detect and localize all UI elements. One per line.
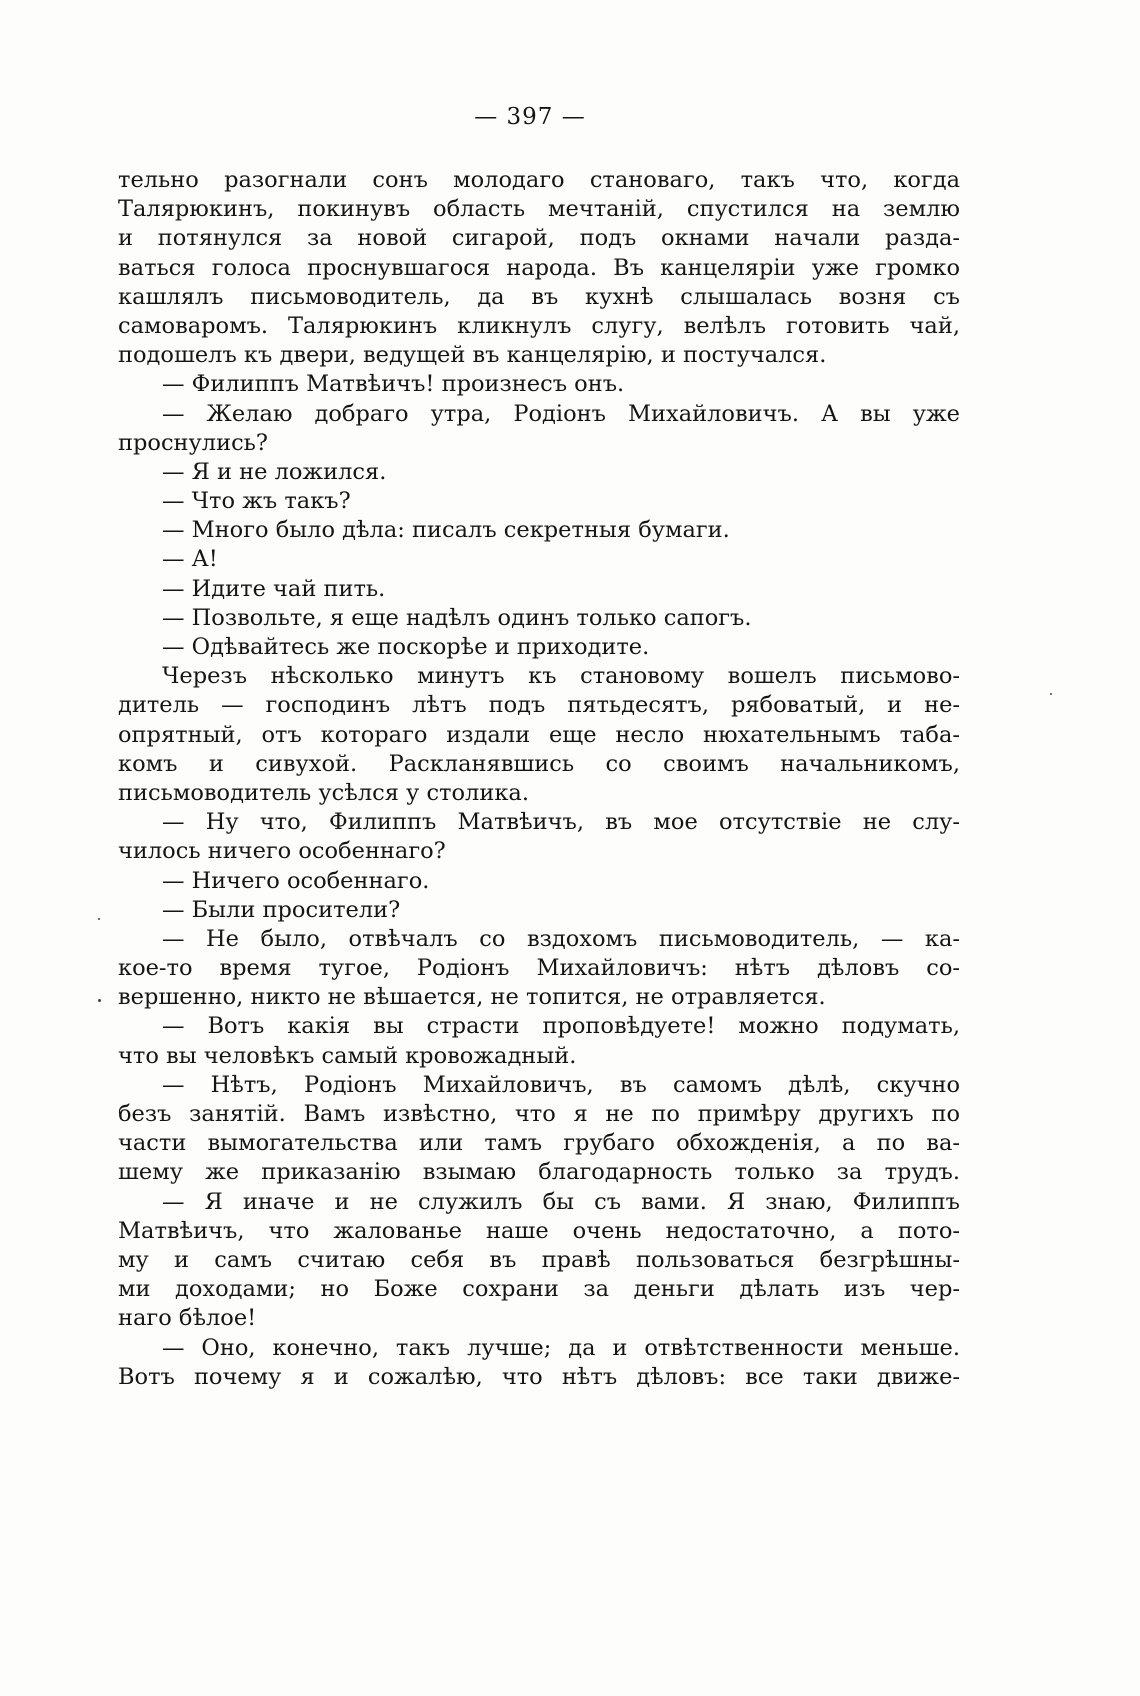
text-line: — А! [162,546,218,573]
text-line: — Я иначе и не служилъ бы съ вами. Я знаю, Филиппъ [162,1188,960,1215]
text-line: наго бѣлое! [118,1305,257,1332]
text-line: Черезъ нѣсколько минутъ къ становому вошелъ письмово- [162,663,960,690]
text-line: письмоводитель усѣлся у столика. [118,779,529,806]
text-line: дитель — господинъ лѣтъ подъ пятьдесятъ, рябоватый, и не- [118,692,960,719]
text-line: Вотъ почему я и сожалѣю, что нѣтъ дѣловъ: все таки движе- [118,1363,960,1390]
text-line: — Вотъ какія вы страсти проповѣдуете! можно подумать, [162,1013,960,1040]
text-line: — Идите чай пить. [162,575,386,602]
text-line: — Не было, отвѣчалъ со вздохомъ письмоводитель, — ка- [162,925,960,952]
text-line: кашлялъ письмоводитель, да въ кухнѣ слышалась возня съ [118,283,960,310]
body-text [118,166,960,1392]
text-line: — Филиппъ Матвѣичъ! произнесъ онъ. [162,371,625,398]
text-line: — Оно, конечно, такъ лучше; да и отвѣтственности меньше. [162,1334,960,1361]
text-line: — Были просители? [162,896,401,923]
text-line: — Ну что, Филиппъ Матвѣичъ, въ мое отсутствіе не слу- [162,809,960,836]
text-line: му и самъ считаю себя въ правѣ пользоваться безгрѣшны- [118,1246,960,1273]
text-line: ваться голоса проснувшагося народа. Въ канцеляріи уже громко [118,254,960,281]
text-line: проснулись? [118,429,268,456]
text-line: — Я и не ложился. [162,458,387,485]
text-line: — Что жъ такъ? [162,488,351,515]
text-line: подошелъ къ двери, ведущей въ канцелярію, и постучался. [118,342,827,369]
text-line: чилось ничего особеннаго? [118,838,446,865]
text-line: шему же приказанію взымаю благодарность только за трудъ. [118,1159,960,1186]
text-line: — Позвольте, я еще надѣлъ одинъ только сапогъ. [162,604,752,631]
text-line: — Много было дѣла: писалъ секретныя бумаги. [162,517,730,544]
text-line: части вымогательства или тамъ грубаго обхожденія, а по ва- [118,1130,960,1157]
text-line: самоваромъ. Талярюкинъ кликнулъ слугу, велѣлъ готовить чай, [118,312,960,339]
text-line: — Нѣтъ, Родіонъ Михайловичъ, въ самомъ дѣлѣ, скучно [162,1071,960,1098]
text-line: ми доходами; но Боже сохрани за деньги дѣлать изъ чер- [118,1276,960,1303]
text-line: тельно разогнали сонъ молодаго становаго, такъ что, когда [118,167,960,193]
text-line: кое-то время тугое, Родіонъ Михайловичъ: нѣтъ дѣловъ со- [118,955,960,982]
print-speck [98,918,100,920]
text-line: Талярюкинъ, покинувъ область мечтаній, спустился на землю [118,196,960,223]
text-line: безъ занятій. Вамъ извѣстно, что я не по примѣру другихъ по [118,1101,960,1127]
text-line: что вы человѣкъ самый кровожадный. [118,1042,577,1069]
text-line: вершенно, никто не вѣшается, не топится, не отравляется. [118,984,826,1011]
text-line: комъ и сивухой. Раскланявшись со своимъ начальникомъ, [118,750,960,777]
print-speck [1050,693,1052,695]
text-line: — Ничего особеннаго. [162,867,430,894]
text-line: опрятный, отъ котораго издали еще несло нюхательнымъ таба- [118,721,960,748]
text-line: и потянулся за новой сигарой, подъ окнами начали разда- [118,225,960,252]
page-number: — 397 — [474,104,586,130]
print-speck [98,999,101,1002]
text-line: Матвѣичъ, что жалованье наше очень недостаточно, а пото- [118,1217,960,1244]
text-line: — Одѣвайтесь же поскорѣе и приходите. [162,634,650,660]
text-line: — Желаю добраго утра, Родіонъ Михайловичъ. А вы уже [162,400,960,427]
